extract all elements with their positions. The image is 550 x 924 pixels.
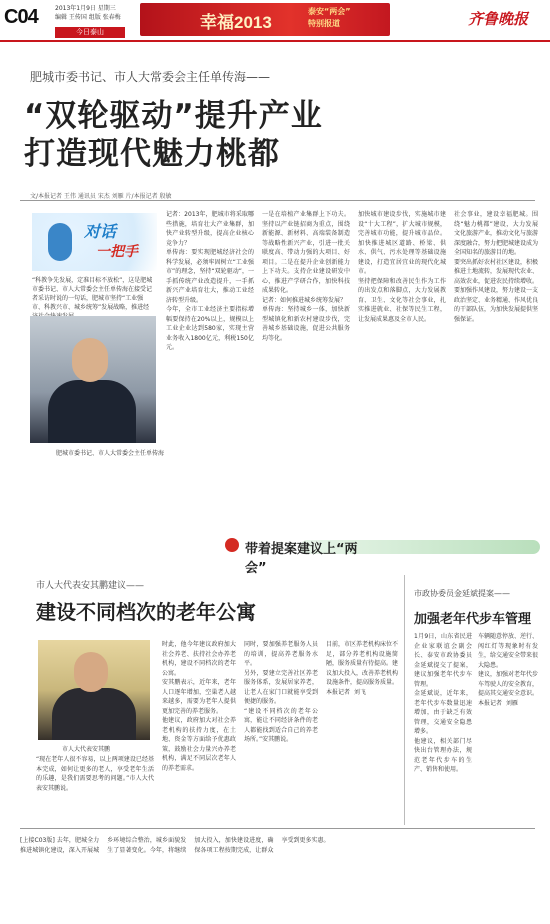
portrait-photo bbox=[30, 316, 156, 443]
banner-sub2: 特别报道 bbox=[308, 19, 340, 28]
portrait-body bbox=[48, 380, 136, 443]
column-rule bbox=[404, 575, 405, 825]
section-heading-text: 带着提案建议上“两会” bbox=[245, 542, 358, 576]
article1-title-line2: 打造现代魅力桃都 bbox=[24, 136, 280, 172]
portrait-photo bbox=[38, 640, 150, 740]
banner-title: 幸福2013 bbox=[200, 13, 272, 32]
article1-column-3: 加快城市建设步伐，实施城市建设“十大工程”，扩大城市规模，完善城市功能，提升城市品位。加快推进城区道路、桥梁、供水、供气、污水处理等基础设施建设，打造宜居宜业的现代化城市。 坚持把保障和改善民生作为工作的出发点和落脚点，大力发展教育、卫生、文化等社会事业，扎实推进就业、社保等民生工程，让发展成果惠及全市人民。 bbox=[358, 211, 446, 323]
article3-column-1: 1月9日，山东省民进企业家联谊会副会长、泰安市政协委员金延斌提交了提案，建议加强老年代步车管理。 金延斌说，近年来，老年代步车数量迅速增加，由于缺乏有效管理，交通安全隐患增多。 他建议，相关部门尽快出台管理办法，规范老年代步车的生产、销售和使用。 bbox=[414, 633, 472, 773]
badge-line2: 一把手 bbox=[96, 244, 138, 260]
divider bbox=[20, 200, 535, 201]
editor-line: 编辑 王传国 组版 张春梅 bbox=[55, 14, 121, 21]
photo-caption: 市人大代表安其鹏 bbox=[62, 746, 111, 753]
bottom-continuation: [上接C03版] 去年，肥城全力推进城镇化建设，深入开展城乡环境综合整治，城乡面貌发生了显著变化。今年，将继续加大投入，加快建设进度，确保各项工程按期完成，让群众享受到更多实惠。 bbox=[20, 837, 330, 854]
portrait-head bbox=[72, 338, 108, 382]
portrait-head bbox=[74, 652, 108, 692]
newspaper-logo: 齐鲁晚报 bbox=[468, 10, 529, 28]
header-rule bbox=[0, 40, 550, 42]
banner-subtitle bbox=[308, 6, 351, 30]
article1-byline: 文/本报记者 王伟 通讯员 宋杰 刘雁 片/本报记者 殷敏 bbox=[30, 193, 172, 200]
article1-pull-quote: “科教争先发展，定准目标不放松”，这是肥城市委书记、市人大常委会主任单传海在接受记者采访时说的一句话，肥城市坚持“工业强市、科教兴市、城乡统筹”发展战略，推进经 bbox=[32, 277, 153, 311]
article3-title: 加强老年代步车管理 bbox=[414, 612, 532, 627]
section-heading bbox=[225, 536, 375, 576]
article2-column-3: 目前，市区养老机构床位不足，部分养老机构设施简陋，服务质量有待提高。建议加大投入，改善养老机构设施条件，提高服务质量。 本报记者 刘飞 bbox=[326, 641, 398, 696]
article3-column-2: 车辆随意停放、逆行、闯红灯等现象时有发生，给交通安全带来很大隐患。 建议，加强对老年代步车驾驶人的安全教育，提高其交通安全意识。 本报记者 刘雁 bbox=[478, 633, 538, 707]
article2-column-2: 同时，要加强养老服务人员的培训，提高养老服务水平。 另外，要建立完善社区养老服务体系，发展居家养老，让老人在家门口就能享受到便捷的服务。 “建设不同档次的老年公寓，能让不同经济条件的老人都能找到适合自己的养老场所。”安其鹏说。 bbox=[244, 641, 318, 743]
article2-title: 建设不同档次的老年公寓 bbox=[36, 600, 256, 624]
article2-column-1: 时此，他今年建议政府加大社会养老、扶持社会办养老机构，建设不同档次的老年公寓。 安其鹏表示，近年来，老年人口逐年增加，空巢老人越来越多，需要为老年人提供更加完善的养老服务。 他建议，政府加大对社会养老机构的扶持力度，在土地、资金等方面给予优惠政策，鼓励社会力量兴办养老机构，满足不同层次老年人的养老需求。 bbox=[162, 641, 236, 772]
page-number: C04 bbox=[4, 6, 38, 28]
article2-intro: “现在老年人很不容易，以上两项建设已经基本完成，如何让更多的老人，享受老年生活的乐趣，是我们需要思考的问题。”市人大代表安其鹏说。 bbox=[36, 756, 154, 792]
special-report-banner bbox=[140, 3, 390, 36]
microphone-icon bbox=[48, 223, 72, 261]
article2-kicker: 市人大代表安其鹏建议—— bbox=[36, 581, 145, 591]
portrait-body bbox=[52, 688, 136, 740]
date-line: 2013年1月9日 星期三 bbox=[55, 5, 116, 12]
bottom-rule bbox=[20, 828, 535, 829]
article1-kicker: 肥城市委书记、市人大常委会主任单传海—— bbox=[30, 70, 271, 84]
article3-kicker: 市政协委员金延斌提案—— bbox=[414, 589, 510, 598]
issue-date bbox=[55, 4, 121, 22]
article1-title-line1: “双轮驱动”提升产业 bbox=[24, 98, 323, 134]
photo-caption: 肥城市委书记、市人大常委会主任单传海 bbox=[56, 450, 165, 457]
article1-column-2: 一是在培植产业集群上下功夫。坚持以产业链招商为重点，围绕新能源、新材料、高端装备制造等战略性新兴产业，引进一批关联度高、带动力强的大项目、好项目。二是在提升企业创新能力上下功夫。支持企业建设研发中心，推进产学研合作，加快科技成果转化。 记者：如何推进城乡统筹发展？ 单传海：坚持城乡一体，加快新型城镇化和新农村建设步伐，完善城乡基础设施，促进公共服务均等化。 bbox=[262, 211, 350, 342]
badge-line1: 对话 bbox=[84, 222, 117, 241]
dialogue-badge bbox=[32, 213, 157, 271]
banner-sub1: 泰安“两会” bbox=[308, 7, 351, 16]
article1-column-4: 社会事业，建设幸福肥城。围绕“魅力桃都”建设，大力发展文化旅游产业，推动文化与旅游深度融合，努力把肥城建设成为全国知名的旅游目的地。 要突出抓好农村社区建设，积极推进土地流转，发展现代农业、高效农业，促进农民持续增收。 要加强作风建设，努力建设一支政治坚定、业务精通、作风优良的干部队伍，为加快发展提供坚强保证。 bbox=[454, 211, 538, 323]
section-label: 今日泰山 bbox=[55, 27, 125, 38]
article1-column-1: 记者：2013年，肥城市将采取哪些措施，培育壮大产业集群，加快产业转型升级，提高企业核心竞争力？ 单传海：要实现肥城经济社会的科学发展，必须牢固树立“工业强市”的理念，坚持“双轮驱动”，一手抓传统产业改造提升，一手抓新兴产业培育壮大，推动工业经济转型升级。 今年，全市工业经济主要指标增幅要保持在20%以上，规模以上工业企业达到580家，实现主营业务收入1800亿元，利税150亿元。 bbox=[166, 211, 254, 351]
bullet-icon bbox=[225, 538, 239, 552]
